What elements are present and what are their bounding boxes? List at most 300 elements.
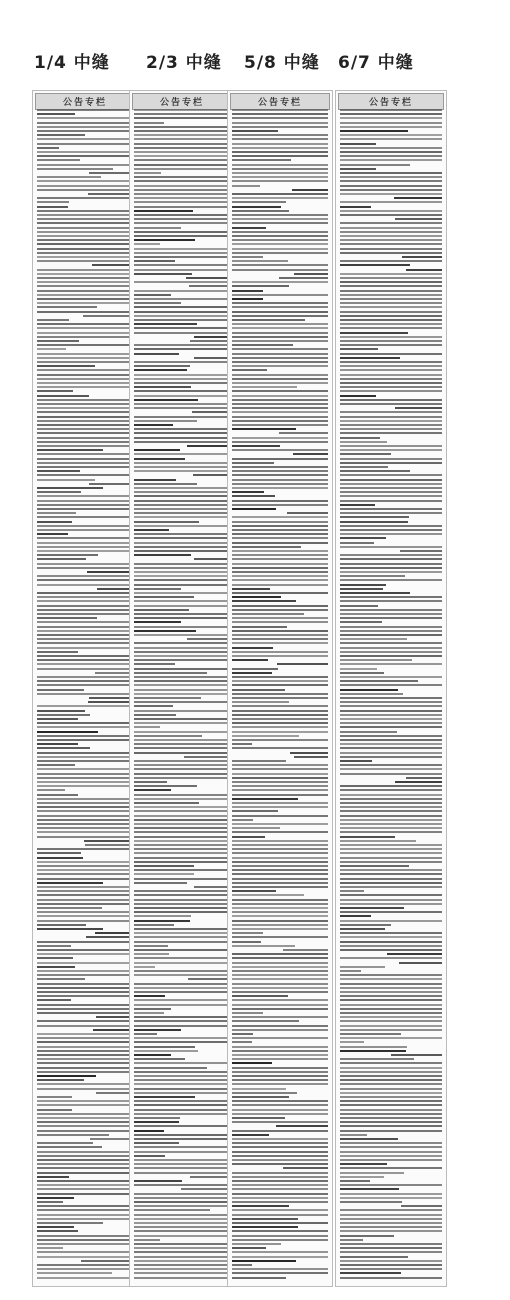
notice-text-line [134,416,230,418]
column-heading-1-4: 1/4 中缝 [34,53,110,73]
notice-text-line [340,323,442,325]
notice-text-line [37,416,133,418]
notice-text-line [134,172,161,174]
notice-text-line [340,344,442,346]
notice-text-line [37,441,133,443]
notice-text-line [232,1163,328,1165]
notice-text-line [134,831,230,833]
notice-text-line [96,1092,133,1094]
notice-text-line [134,1218,230,1220]
notice-text-line [340,588,383,590]
notice-text-line [232,306,328,308]
notice-text-line [134,584,230,586]
column-heading-5-8: 5/8 中缝 [244,53,320,73]
notice-text-line [37,495,133,497]
notice-text-line [37,1033,133,1035]
notice-text-line [232,256,263,258]
notice-text-line [340,1062,442,1064]
notice-text-line [232,1251,328,1253]
notice-text-line [340,399,442,401]
notice-text-line [37,344,133,346]
notice-text-line [232,714,328,716]
notice-text-line [81,1260,133,1262]
notice-text-line [340,630,442,632]
notice-text-line [232,1230,328,1232]
notice-text-line [134,512,230,514]
notice-text-line [37,374,133,376]
notice-text-line [134,382,230,384]
notice-text-line [134,1193,230,1195]
column-heading-2-3: 2/3 中缝 [146,53,222,73]
notice-text-line [134,1067,207,1069]
notice-text-line [134,953,169,955]
notice-text-line [134,176,230,178]
notice-text-line [232,701,289,703]
notice-text-line [134,840,230,842]
notice-text-line [232,500,328,502]
notice-text-line [232,285,289,287]
notice-text-line [340,773,442,775]
notice-text-line [232,416,328,418]
notice-text-line [340,1134,367,1136]
notice-text-line [232,445,280,447]
notice-text-line [340,1004,442,1006]
notice-text-line [134,806,230,808]
notice-text-line [232,1083,328,1085]
notice-text-line [134,668,230,670]
notice-text-line [37,147,59,149]
notice-text-line [134,609,189,611]
notice-text-line [37,999,71,1001]
notice-text-line [340,214,442,216]
notice-text-line [134,970,230,972]
notice-text-line [232,1197,328,1199]
notice-column-title: 公告专栏 [230,93,330,110]
notice-text-line [37,890,133,892]
notice-text-line [340,836,395,838]
notice-text-line [340,915,371,917]
notice-text-line [37,789,65,791]
notice-text-line [37,319,69,321]
notice-text-line [340,861,442,863]
notice-text-line [37,857,83,859]
notice-text-line [232,264,328,266]
notice-text-line [37,836,133,838]
notice-text-line [340,159,442,161]
notice-text-line [134,680,230,682]
notice-text-line [340,340,442,342]
notice-text-line [340,122,442,124]
notice-text-line [134,500,230,502]
notice-text-line [37,756,133,758]
notice-text-line [232,903,328,905]
notice-text-line [134,122,164,124]
notice-text-line [134,542,230,544]
notice-text-line [134,626,230,628]
notice-text-line [37,1062,133,1064]
notice-text-line [37,567,133,569]
notice-text-line [232,134,328,136]
notice-text-line [37,1075,96,1077]
notice-text-line [37,285,133,287]
notice-text-line [37,621,133,623]
notice-text-line [232,781,328,783]
notice-text-line [232,739,328,741]
notice-text-line [232,1222,328,1224]
notice-text-line [37,432,133,434]
notice-text-line [37,466,133,468]
notice-text-line [340,311,442,313]
notice-text-line [37,378,133,380]
notice-text-line [93,1029,133,1031]
notice-text-line [37,420,133,422]
notice-text-line [340,260,442,262]
notice-text-line [37,584,133,586]
notice-text-line [232,361,328,363]
notice-text-line [134,596,194,598]
notice-text-line [395,407,442,409]
notice-text-line [340,281,442,283]
notice-text-line [232,907,328,909]
notice-text-line [232,1209,328,1211]
notice-text-line [232,365,328,367]
notice-text-line [292,189,328,191]
notice-text-line [340,327,442,329]
notice-text-line [340,1277,442,1279]
notice-text-line [37,873,133,875]
notice-text-line [232,760,286,762]
notice-text-line [340,819,442,821]
notice-text-line [134,655,230,657]
notice-text-line [134,1268,230,1270]
notice-text-line [134,168,230,170]
notice-text-line [232,831,328,833]
notice-text-line [340,453,391,455]
notice-text-line [232,1012,263,1014]
notice-text-line [232,126,328,128]
notice-text-line [37,537,133,539]
notice-text-line [232,1037,328,1039]
notice-text-line [37,504,133,506]
notice-text-line [340,168,376,170]
notice-text-line [37,554,98,556]
notice-text-line [387,953,442,955]
notice-text-line [37,852,81,854]
notice-text-line [37,122,133,124]
notice-text-line [232,1184,328,1186]
notice-text-line [37,794,78,796]
notice-text-line [232,462,274,464]
notice-text-line [232,731,328,733]
notice-text-line [232,802,328,804]
notice-text-line [134,1277,230,1279]
notice-text-line [134,1230,230,1232]
notice-text-line [232,281,328,283]
notice-text-line [232,411,328,413]
notice-text-line [134,462,230,464]
notice-text-line [37,1214,133,1216]
notice-text-line [340,705,442,707]
notice-text-line [134,697,201,699]
notice-text-line [134,1239,160,1241]
notice-text-line [134,1050,198,1052]
notice-text-line [340,180,442,182]
notice-text-line [134,323,197,325]
notice-text-line [37,1272,112,1274]
notice-text-line [134,739,230,741]
notice-text-line [37,903,133,905]
notice-text-line [37,983,133,985]
notice-text-line [37,1209,133,1211]
notice-text-line [134,642,230,644]
notice-text-line [232,735,299,737]
notice-text-line [232,130,278,132]
notice-text-line [340,243,442,245]
notice-text-line [134,999,230,1001]
notice-text-line [37,605,133,607]
notice-text-line [400,550,442,552]
notice-text-line [340,466,388,468]
notice-text-line [37,1146,102,1148]
notice-text-line [232,1188,328,1190]
notice-text-line [340,684,442,686]
notice-text-line [340,1050,406,1052]
notice-text-line [37,915,133,917]
notice-text-line [340,416,442,418]
notice-text-line [340,605,378,607]
notice-text-line [232,147,328,149]
notice-text-line [232,458,328,460]
notice-column-3 [227,90,333,1287]
notice-text-line [232,705,328,707]
notice-text-line [134,365,190,367]
notice-text-line [232,1046,328,1048]
notice-text-line [134,1159,230,1161]
notice-text-line [232,239,328,241]
notice-text-line [340,1230,442,1232]
notice-text-line [134,533,230,535]
notice-text-line [37,722,133,724]
notice-text-line [340,252,442,254]
notice-text-line [232,420,328,422]
notice-text-line [134,802,199,804]
notice-text-line [340,592,410,594]
notice-text-line [340,1247,442,1249]
notice-text-line [340,827,442,829]
notice-text-line [37,340,79,342]
notice-text-line [391,1054,442,1056]
notice-text-line [37,1176,69,1178]
notice-text-line [37,399,133,401]
notice-text-line [340,567,442,569]
notice-text-line [340,164,410,166]
notice-text-line [134,752,230,754]
notice-text-line [37,1239,133,1241]
notice-text-line [134,516,230,518]
notice-text-line [37,1193,133,1195]
notice-text-line [134,974,230,976]
notice-text-line [37,1264,133,1266]
notice-text-line [340,785,442,787]
notice-text-line [232,1193,328,1195]
notice-text-line [232,571,328,573]
notice-text-line [134,508,230,510]
notice-text-line [37,970,133,972]
notice-text-line [134,630,196,632]
notice-text-line [134,1104,230,1106]
notice-text-block [232,109,328,1282]
notice-text-line [134,193,230,195]
notice-text-line [340,113,442,115]
notice-text-line [232,1033,253,1035]
notice-text-line [232,374,328,376]
notice-text-line [134,222,230,224]
notice-text-line [37,218,133,220]
notice-text-line [37,298,133,300]
notice-text-line [37,714,90,716]
notice-text-line [232,1088,286,1090]
notice-text-line [134,252,230,254]
notice-text-line [232,857,328,859]
notice-text-line [340,701,442,703]
notice-text-line [232,311,328,313]
notice-text-line [279,432,328,434]
notice-text-line [232,806,328,808]
notice-text-line [232,1092,297,1094]
notice-text-line [134,466,230,468]
notice-text-line [232,1159,328,1161]
notice-text-line [134,1155,165,1157]
notice-text-line [37,798,133,800]
notice-text-line [134,155,230,157]
notice-text-line [134,210,193,212]
notice-text-line [37,546,133,548]
notice-text-line [134,185,230,187]
notice-text-line [37,336,133,338]
notice-text-line [232,899,328,901]
notice-text-line [187,445,230,447]
notice-text-line [134,1264,230,1266]
notice-text-line [134,1163,230,1165]
notice-text-line [134,701,230,703]
notice-text-line [134,525,230,527]
notice-text-line [134,1197,230,1199]
notice-text-line [37,210,133,212]
notice-text-line [340,109,442,111]
notice-text-line [340,348,378,350]
notice-text-line [37,424,133,426]
notice-text-line [340,1184,442,1186]
notice-text-line [37,869,133,871]
notice-text-line [340,1058,414,1060]
notice-text-line [134,227,181,229]
notice-text-line [232,689,285,691]
notice-text-line [134,567,230,569]
column-heading-6-7: 6/7 中缝 [338,53,414,73]
notice-text-line [134,991,230,993]
notice-text-line [340,987,442,989]
notice-text-line [340,1146,442,1148]
notice-text-line [232,1050,328,1052]
notice-text-line [232,168,328,170]
notice-text-line [134,605,230,607]
notice-text-line [37,575,133,577]
notice-text-line [340,1109,442,1111]
notice-text-line [37,718,78,720]
notice-text-line [134,941,230,943]
notice-text-line [340,1268,442,1270]
notice-text-line [232,655,328,657]
notice-text-line [134,311,230,313]
notice-text-line [340,756,442,758]
notice-text-line [340,374,442,376]
notice-text-line [232,546,301,548]
notice-text-line [37,1134,109,1136]
notice-text-line [92,264,133,266]
notice-text-line [37,995,133,997]
notice-text-line [134,878,230,880]
notice-text-line [232,206,281,208]
notice-text-line [134,281,230,283]
notice-text-line [232,1260,296,1262]
notice-text-line [37,227,133,229]
notice-text-line [232,218,328,220]
notice-text-line [340,1117,442,1119]
notice-text-line [340,1243,442,1245]
notice-text-line [232,386,297,388]
notice-text-line [232,193,328,195]
notice-text-line [37,710,85,712]
notice-text-line [37,785,133,787]
notice-text-line [232,1272,328,1274]
notice-text-line [232,999,328,1001]
notice-text-line [189,285,230,287]
notice-text-line [232,1256,328,1258]
notice-text-line [232,357,328,359]
notice-text-line [194,336,230,338]
notice-text-line [134,1058,185,1060]
notice-text-line [340,1188,399,1190]
notice-text-line [340,802,442,804]
notice-text-line [37,206,68,208]
notice-text-line [232,542,328,544]
notice-text-line [232,1008,328,1010]
notice-text-line [340,458,442,460]
notice-text-line [340,672,384,674]
notice-text-line [340,449,442,451]
notice-text-line [232,1243,281,1245]
notice-text-line [232,1075,328,1077]
notice-text-line [232,138,328,140]
notice-text-line [37,516,133,518]
notice-text-line [134,844,230,846]
notice-text-line [37,655,133,657]
notice-text-line [134,134,230,136]
notice-text-line [232,798,298,800]
notice-text-line [134,903,230,905]
notice-text-line [232,529,328,531]
notice-text-line [134,789,171,791]
notice-text-line [37,1117,133,1119]
notice-text-line [340,865,409,867]
notice-text-line [402,256,442,258]
notice-text-line [37,861,133,863]
notice-text-line [340,529,442,531]
notice-text-line [37,445,133,447]
notice-text-line [134,798,230,800]
notice-text-line [134,827,230,829]
notice-text-line [232,1054,328,1056]
